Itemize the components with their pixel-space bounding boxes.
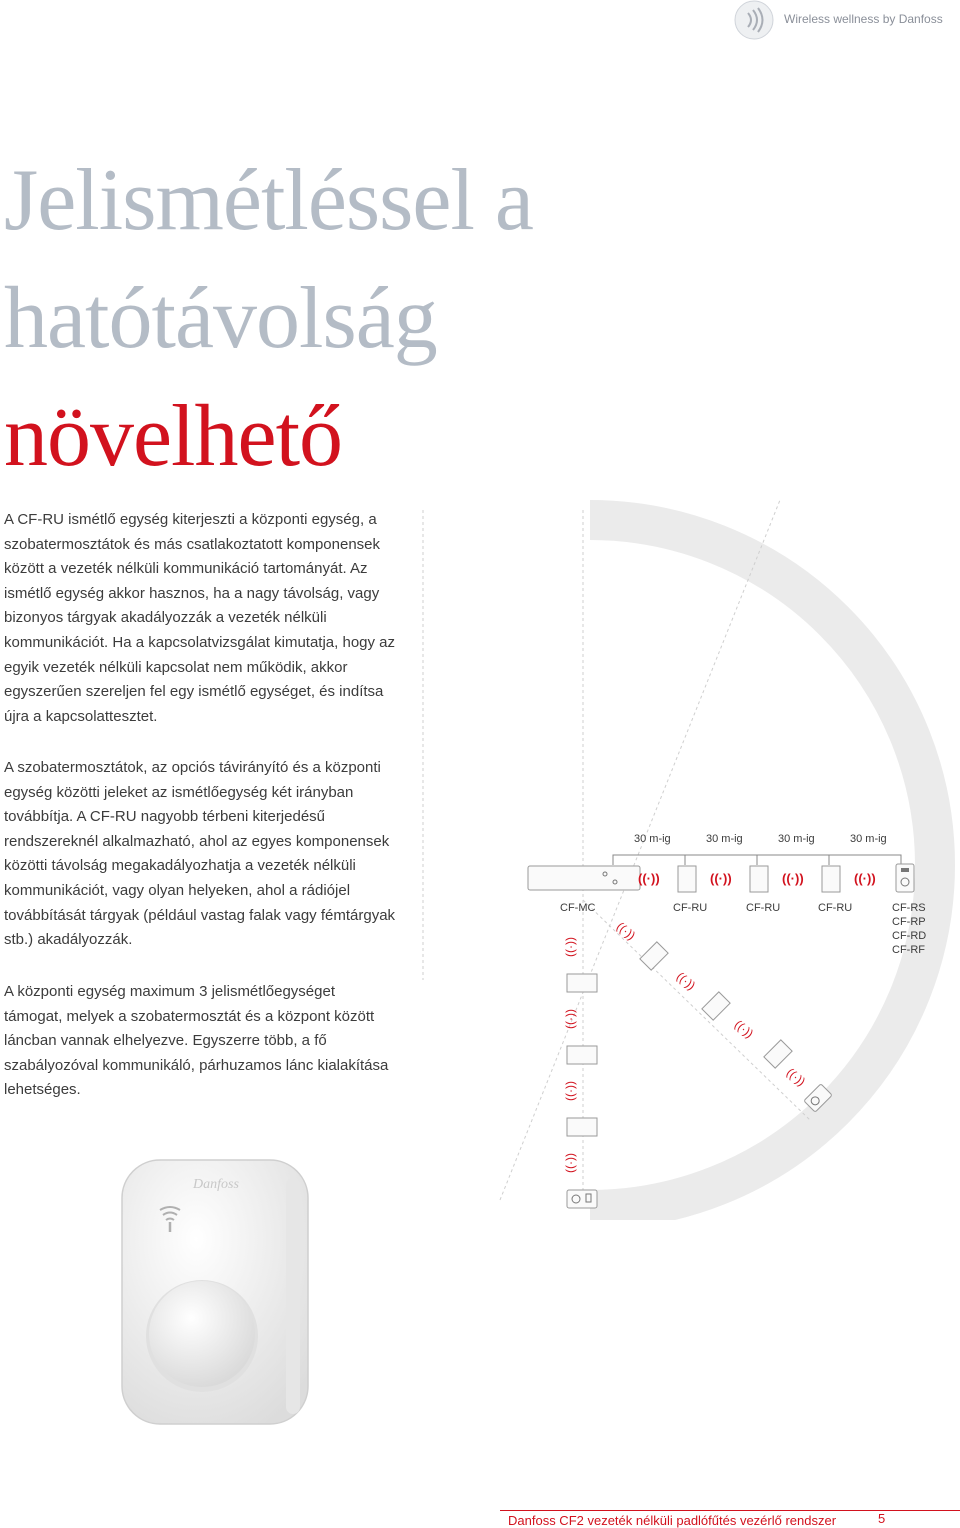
title-line-3: növelhető <box>4 388 343 485</box>
signal-icon: ((·)) <box>731 1017 757 1041</box>
paragraph-signals: A szobatermosztátok, az opciós távirányító és a központi egység közötti jeleket az ismétlőegység két irányban továbbítja. A CF-RU nagyobb térbeni kiterjedésű rendszereknél alkalmazható, ahol az egyes komponensek közötti távolság megakadályozhatja a vezeték nélküli kommunikációt, vagy olyan helyeken, ahol a rádiójel továbbítását tárgyak (például vastag falak vagy fémtárgyak stb.) akadályozzák. <box>4 759 396 949</box>
page-title <box>4 142 533 496</box>
signal-icon: ((·)) <box>564 937 579 957</box>
signal-icon: ((·)) <box>638 871 660 886</box>
central-unit-label: CF-MC <box>560 902 596 914</box>
signal-icon: ((·)) <box>564 1009 579 1029</box>
distance-label: 30 m-ig <box>778 833 815 845</box>
signal-icon: ((·)) <box>564 1081 579 1101</box>
distance-label: 30 m-ig <box>634 833 671 845</box>
repeater-icon <box>822 866 840 892</box>
central-unit-icon <box>528 866 640 890</box>
product-button <box>149 1281 255 1387</box>
signal-icon: ((·)) <box>783 1065 809 1089</box>
thermostat-icon <box>896 864 914 892</box>
repeater-icon <box>567 1118 597 1136</box>
repeater-label: CF-RU <box>673 902 708 914</box>
end-device-label: CF-RS <box>892 902 926 914</box>
end-device-label: CF-RP <box>892 916 926 928</box>
signal-icon: ((·)) <box>613 919 639 943</box>
repeater-diagram <box>410 500 960 1220</box>
signal-icon: ((·)) <box>564 1153 579 1173</box>
signal-icon: ((·)) <box>782 871 804 886</box>
wireless-logo-icon <box>734 0 774 40</box>
thermostat-icon <box>567 1190 597 1208</box>
paragraph-intro: A CF-RU ismétlő egység kiterjeszti a központi egység, a szobatermosztátok és más csatlakoztatott komponensek között a vezeték nélküli kommunikáció tartományát. Az ismétlő egység akkor hasznos, ha a nagy távolság, vagy bizonyos tárgyak akadályozzák a vezeték nélküli kommunikációt. Ha a kapcsolatvizsgálat kimutatja, hogy az egyik vezeték nélküli kapcsolat nem működik, akkor egyszerűen szereljen fel egy ismétlő egységet, és indítsa újra a kapcsolattesztet. <box>4 511 396 725</box>
repeater-icon <box>567 974 597 992</box>
title-line-1: Jelismétléssel a <box>4 152 533 249</box>
footer-divider <box>500 1510 960 1511</box>
repeater-label: CF-RU <box>746 902 781 914</box>
distance-label: 30 m-ig <box>706 833 743 845</box>
product-logo: Danfoss <box>193 1177 239 1192</box>
header-tagline: Wireless wellness by Danfoss <box>784 12 943 26</box>
repeater-label: CF-RU <box>818 902 853 914</box>
repeater-icon <box>640 942 668 970</box>
signal-icon: ((·)) <box>854 871 876 886</box>
title-line-2: hatótávolság <box>4 270 437 367</box>
repeater-icon <box>750 866 768 892</box>
distance-label: 30 m-ig <box>850 833 887 845</box>
paragraph-chain: A központi egység maximum 3 jelismétlőegységet támogat, melyek a szobatermosztát és a központ között láncban vannak elhelyezve. Egyszerre több, a fő szabályozóval kommunikáló, párhuzamos lánc kialakítása lehetséges. <box>4 983 389 1099</box>
repeater-icon <box>678 866 696 892</box>
footer-title: Danfoss CF2 vezeték nélküli padlófűtés vezérlő rendszer <box>508 1513 837 1528</box>
repeater-icon <box>567 1046 597 1064</box>
end-device-label: CF-RF <box>892 944 925 956</box>
repeater-icon <box>764 1040 792 1068</box>
signal-icon: ((·)) <box>673 969 699 993</box>
page-number: 5 <box>878 1511 886 1526</box>
signal-icon: ((·)) <box>710 871 732 886</box>
diagram-graphics <box>410 500 960 1220</box>
repeater-icon <box>702 992 730 1020</box>
end-device-label: CF-RD <box>892 930 927 942</box>
repeater-product-image <box>118 1158 318 1428</box>
